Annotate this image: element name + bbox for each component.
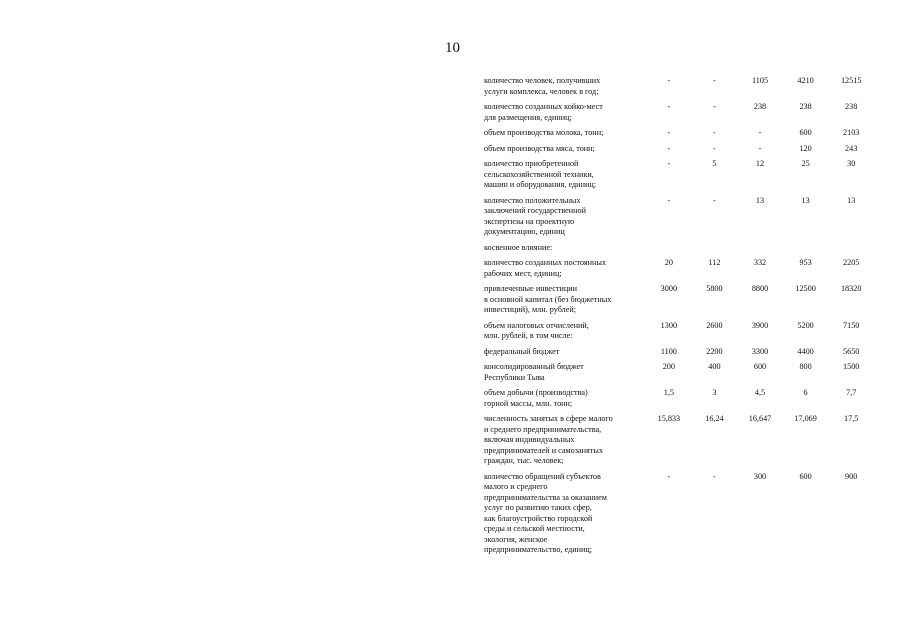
- indicator-value: 3300: [751, 346, 769, 356]
- indicator-label-line: как благоустройство городской: [484, 513, 593, 523]
- indicator-label-line: горной массы, млн. тонн;: [484, 398, 573, 408]
- indicator-label-line: количество приобретенной: [484, 159, 579, 168]
- indicator-value: 25: [801, 159, 810, 168]
- indicator-value: -: [667, 128, 671, 137]
- page-number: 10: [445, 40, 460, 56]
- indicator-label-line: численность занятых в сфере малого: [484, 414, 613, 423]
- indicator-label-line: включая индивидуальных: [484, 435, 575, 444]
- indicator-value: 13: [801, 195, 810, 205]
- indicator-label-line: для размещения, единиц;: [484, 112, 572, 122]
- indicator-value: 400: [708, 362, 721, 371]
- indicator-value: 2200: [706, 346, 723, 356]
- indicator-value: 13: [755, 195, 765, 205]
- indicator-label-line: заключений государственной: [484, 206, 587, 215]
- indicator-value: 243: [845, 143, 858, 153]
- indicator-value: 300: [753, 471, 767, 481]
- indicator-label-line: Республики Тыва: [484, 372, 545, 382]
- indicator-value: 238: [845, 102, 858, 111]
- indicator-value: 1500: [843, 362, 860, 371]
- indicator-label: [484, 321, 646, 347]
- indicator-value: 238: [799, 102, 812, 111]
- indicator-value: -: [713, 102, 716, 111]
- indicator-value: [737, 243, 783, 259]
- table-row: [484, 76, 874, 102]
- table-row: [484, 414, 874, 472]
- indicator-value: -: [758, 128, 762, 137]
- indicator-value: 953: [799, 258, 812, 267]
- indicator-label-line: граждан, тыс. человек;: [484, 456, 564, 465]
- indicator-value: 7,7: [846, 388, 857, 397]
- indicator-value: 1,5: [663, 388, 674, 397]
- indicator-value: 3000: [660, 284, 678, 293]
- indicator-value: -: [667, 102, 671, 111]
- indicator-value: 800: [799, 362, 812, 371]
- indicator-value: [828, 243, 874, 259]
- indicator-value: 3: [712, 388, 717, 397]
- indicator-label-line: малого и среднего: [484, 482, 548, 491]
- indicator-value: 4210: [797, 76, 814, 85]
- indicator-label: [484, 258, 646, 284]
- indicator-value: [783, 243, 829, 259]
- indicator-value: 5800: [706, 284, 723, 293]
- indicator-value: -: [713, 128, 716, 137]
- indicator-table: [484, 76, 874, 561]
- indicator-value: 600: [753, 362, 767, 371]
- indicator-value: 8800: [751, 284, 769, 293]
- indicator-value: 238: [753, 102, 767, 111]
- indicator-value: -: [713, 76, 716, 85]
- indicator-value: 1100: [660, 346, 677, 356]
- table-row: [484, 159, 874, 196]
- indicator-label-line: объем добычи (производства): [484, 388, 588, 397]
- indicator-label-line: предпринимателей и самозанятых: [484, 445, 603, 455]
- indicator-label: [484, 128, 646, 144]
- indicator-value: 3900: [751, 320, 769, 330]
- indicator-value: 5650: [843, 346, 860, 356]
- table-row: [484, 102, 874, 128]
- indicator-label-line: услуг по развитию таких сфер,: [484, 503, 592, 512]
- indicator-value: 4400: [797, 346, 814, 356]
- indicator-value: 12500: [795, 284, 816, 293]
- indicator-label: [484, 388, 646, 414]
- indicator-value: 12515: [840, 76, 862, 85]
- indicator-value: -: [713, 143, 716, 153]
- indicator-value: -: [667, 471, 671, 481]
- indicator-value: 2205: [843, 258, 860, 267]
- indicator-value: 2600: [706, 320, 723, 330]
- indicator-label: [484, 144, 646, 160]
- indicator-label-line: объем производства молока, тонн;: [484, 128, 604, 137]
- indicator-label-line: количество человек, получивших: [484, 76, 601, 85]
- indicator-value: 15,833: [657, 414, 681, 423]
- indicator-value: 332: [753, 258, 767, 267]
- indicator-value: 12: [755, 159, 765, 168]
- indicator-label-line: экспертизы на проектную: [484, 216, 575, 226]
- table-row: [484, 196, 874, 243]
- table-row: [484, 128, 874, 144]
- indicator-value: 600: [799, 128, 812, 137]
- indicator-label-line: консолидированный бюджет: [484, 362, 584, 371]
- indicator-label-line: количество созданных койко-мест: [484, 102, 603, 111]
- indicator-value: 112: [708, 258, 721, 267]
- indicator-value: -: [667, 195, 671, 205]
- indicator-value: 200: [662, 362, 675, 371]
- indicator-value: 2103: [843, 128, 860, 137]
- indicator-label-line: и среднего предпринимательства,: [484, 424, 602, 434]
- indicator-label: [484, 362, 646, 388]
- indicator-label: [484, 243, 646, 259]
- indicator-value: 17,069: [794, 414, 817, 423]
- indicator-value: -: [713, 195, 716, 205]
- indicator-label: [484, 284, 646, 321]
- indicator-label: [484, 196, 646, 243]
- indicator-label-line: предпринимательства за оказанием: [484, 492, 607, 502]
- indicator-label-line: объем производства мяса, тонн;: [484, 143, 595, 153]
- indicator-value: 30: [847, 159, 856, 168]
- indicator-value: 16,647: [748, 414, 772, 423]
- table-row: [484, 144, 874, 160]
- indicator-value: 120: [799, 143, 812, 153]
- indicator-value: 17,5: [844, 414, 859, 423]
- indicator-label-line: косвенное влияние:: [484, 242, 553, 252]
- indicator-label-line: количество положительных: [484, 195, 581, 205]
- indicator-value: 5: [712, 159, 717, 168]
- indicator-value: 900: [845, 471, 858, 481]
- indicator-label: [484, 472, 646, 561]
- indicator-value: -: [713, 471, 716, 481]
- indicator-label-line: услуги комплекса, человек в год;: [484, 86, 599, 96]
- indicator-label-line: в основной капитал (без бюджетных: [484, 294, 612, 304]
- indicator-value: 7150: [843, 320, 860, 330]
- table-row: [484, 258, 874, 284]
- indicator-label-line: экология, женское: [484, 534, 548, 544]
- indicator-value: 600: [799, 471, 812, 481]
- indicator-value: 1105: [751, 76, 769, 85]
- indicator-value: -: [667, 143, 671, 153]
- indicator-value: -: [667, 76, 671, 85]
- table-row: [484, 362, 874, 388]
- indicator-label: [484, 347, 646, 363]
- indicator-label: [484, 159, 646, 196]
- indicator-value: [692, 243, 738, 259]
- indicator-value: -: [667, 159, 671, 168]
- indicator-value: 13: [847, 195, 856, 205]
- indicator-value: 4,5: [754, 388, 766, 397]
- table-row: [484, 388, 874, 414]
- indicator-label: [484, 102, 646, 128]
- indicator-label-line: предпринимательство, единиц;: [484, 545, 593, 554]
- indicator-label-line: привлеченные инвестиции: [484, 284, 577, 293]
- indicator-label-line: объем налоговых отчислений,: [484, 320, 589, 330]
- indicator-value: 5200: [797, 320, 814, 330]
- indicator-label-line: документацию, единиц: [484, 227, 565, 236]
- indicator-label-line: сельскохозяйственной техники,: [484, 169, 594, 179]
- indicator-value: [646, 243, 692, 259]
- indicator-value: 18320: [840, 284, 862, 293]
- indicator-value: 6: [803, 388, 808, 397]
- table-row: [484, 284, 874, 321]
- indicator-label-line: количество созданных постоянных: [484, 258, 606, 267]
- table-row: [484, 472, 874, 561]
- indicator-label-line: рабочих мест, единиц;: [484, 268, 562, 278]
- indicator-label-line: инвестиций), млн. рублей;: [484, 305, 577, 314]
- indicator-value: 20: [664, 258, 673, 267]
- indicator-value: 16,24: [705, 414, 724, 423]
- table-row: [484, 347, 874, 363]
- table-row: [484, 243, 874, 259]
- indicator-label-line: машин и оборудования, единиц;: [484, 180, 596, 189]
- indicator-label-line: среды и сельской местности,: [484, 524, 585, 533]
- indicator-label-line: млн. рублей, в том числе:: [484, 331, 573, 340]
- table-row: [484, 321, 874, 347]
- indicator-label: [484, 414, 646, 472]
- indicator-label-line: количество обращений субъектов: [484, 471, 601, 481]
- indicator-label-line: федеральный бюджет: [484, 346, 560, 356]
- indicator-value: -: [758, 143, 762, 153]
- indicator-value: 1300: [660, 320, 678, 330]
- indicator-label: [484, 76, 646, 102]
